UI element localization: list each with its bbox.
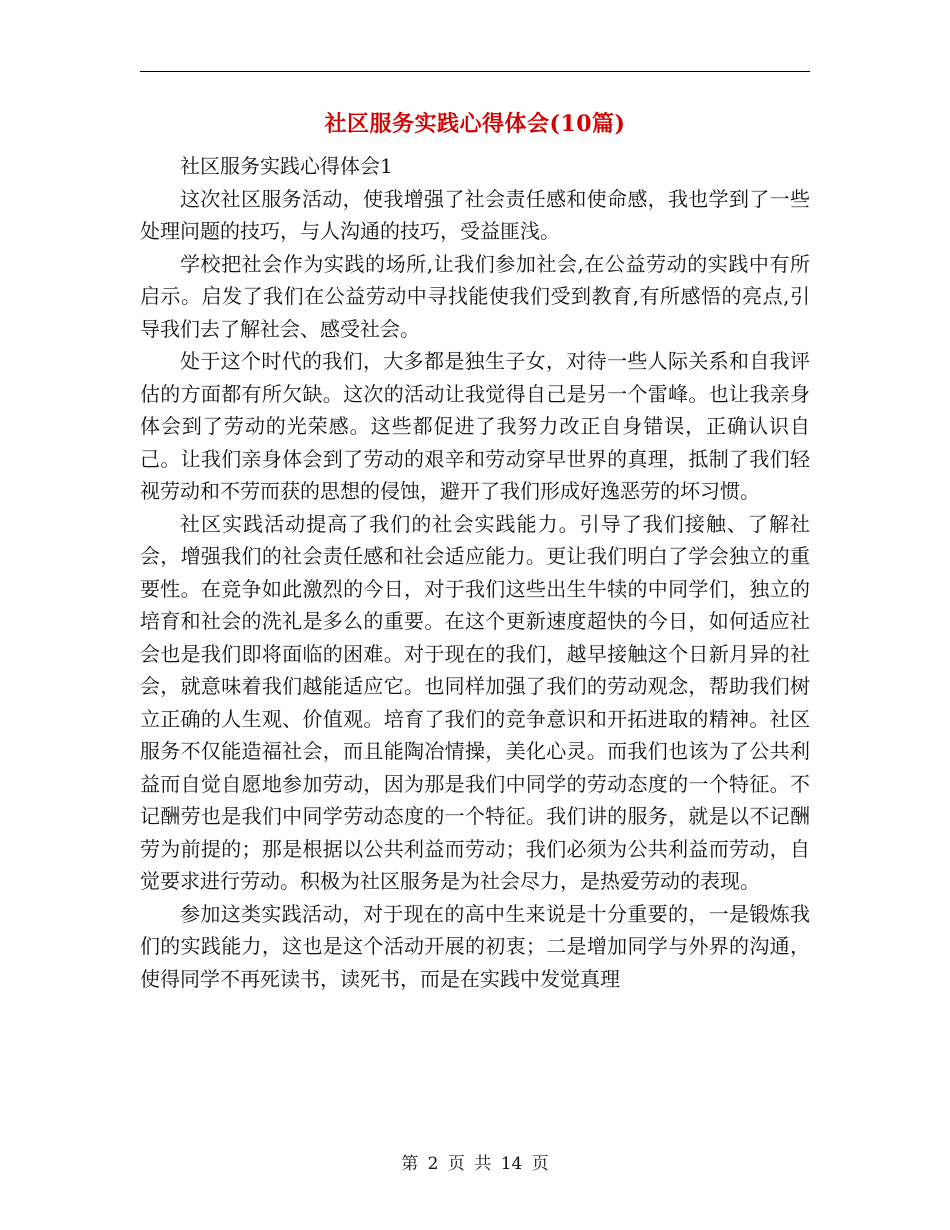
paragraph: 社区实践活动提高了我们的社会实践能力。引导了我们接触、了解社会，增强我们的社会责任感和社会适应能力。更让我们明白了学会独立的重要性。在竞争如此激烈的今日，对于我们这些出生牛犊的中同学们，独立的培育和社会的洗礼是多么的重要。在这个更新速度超快的今日，如何适应社会也是我们即将面临的困难。对于现在的我们，越早接触这个日新月异的社会，就意味着我们越能适应它。也同样加强了我们的劳动观念，帮助我们树立正确的人生观、价值观。培育了我们的竞争意识和开拓进取的精神。社区服务不仅能造福社会，而且能陶冶情操，美化心灵。而我们也该为了公共利益而自觉自愿地参加劳动，因为那是我们中同学的劳动态度的一个特征。不记酬劳也是我们中同学劳动态度的一个特征。我们讲的服务，就是以不记酬劳为前提的；那是根据以公共利益而劳动；我们必须为公共利益而劳动，自觉要求进行劳动。积极为社区服务是为社会尽力，是热爱劳动的表现。 <box>140 511 810 893</box>
header-rule <box>140 71 810 72</box>
document-body <box>140 150 810 995</box>
paragraph: 学校把社会作为实践的场所,让我们参加社会,在公益劳动的实践中有所启示。启发了我们在公益劳动中寻找能使我们受到教育,有所感悟的亮点,引导我们去了解社会、感受社会。 <box>140 251 810 341</box>
paragraph: 参加这类实践活动，对于现在的高中生来说是十分重要的，一是锻炼我们的实践能力，这也是这个活动开展的初衷；二是增加同学与外界的沟通，使得同学不再死读书，读死书，而是在实践中发觉真理 <box>140 901 810 991</box>
section-heading: 社区服务实践心得体会1 <box>180 154 393 178</box>
page-number: 第 2 页 共 14 页 <box>401 1154 549 1174</box>
paragraph: 处于这个时代的我们，大多都是独生子女，对待一些人际关系和自我评估的方面都有所欠缺。这次的活动让我觉得自己是另一个雷峰。也让我亲身体会到了劳动的光荣感。这些都促进了我努力改正自身错误，正确认识自己。让我们亲身体会到了劳动的艰辛和劳动穿早世界的真理，抵制了我们轻视劳动和不劳而获的思想的侵蚀，避开了我们形成好逸恶劳的坏习惯。 <box>140 349 810 503</box>
document-title: 社区服务实践心得体会(10篇) <box>324 111 626 137</box>
paragraph: 这次社区服务活动，使我增强了社会责任感和使命感，我也学到了一些处理问题的技巧，与人沟通的技巧，受益匪浅。 <box>140 186 810 243</box>
